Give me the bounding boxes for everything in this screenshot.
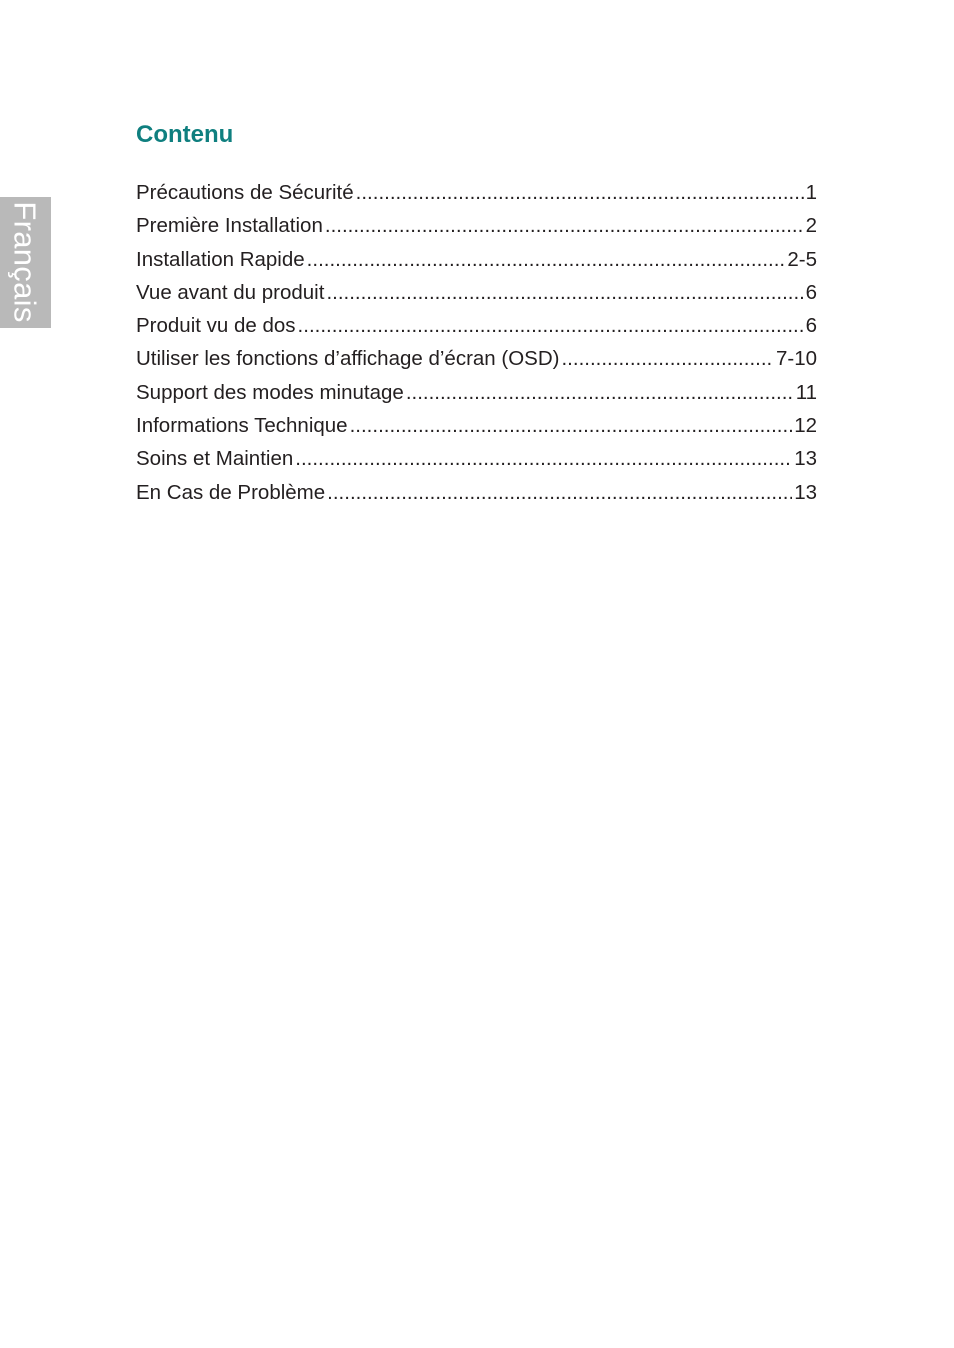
toc-dot-leader [295, 442, 792, 475]
toc-entry-label: Utiliser les fonctions d’affichage d’écran (OSD) [136, 347, 560, 371]
toc-dot-leader [350, 409, 793, 442]
toc-entry-technical-info[interactable] [136, 409, 817, 442]
toc-entry-page: 2-5 [787, 247, 817, 271]
toc-entry-quick-installation[interactable] [136, 243, 817, 276]
toc-dot-leader [406, 376, 794, 409]
toc-entry-label: Vue avant du produit [136, 280, 325, 304]
toc-entry-page: 2 [805, 214, 817, 238]
toc-entry-label: Produit vu de dos [136, 314, 296, 338]
toc-dot-leader [327, 476, 792, 509]
toc-entry-label: Soins et Maintien [136, 447, 294, 471]
toc-entry-page: 7-10 [775, 347, 817, 371]
toc-title: Contenu [136, 121, 234, 148]
toc-dot-leader [356, 176, 804, 209]
toc-entry-front-view[interactable] [136, 276, 817, 309]
toc-entry-timing-modes[interactable] [136, 376, 817, 409]
toc-dot-leader [325, 209, 804, 242]
toc-entry-label: Support des modes minutage [136, 380, 404, 404]
toc-entry-page: 13 [794, 480, 817, 504]
toc-entry-first-installation[interactable] [136, 209, 817, 242]
toc-entry-page: 12 [794, 414, 817, 438]
toc-entry-back-view[interactable] [136, 309, 817, 342]
toc-entry-troubleshooting[interactable] [136, 476, 817, 509]
toc-dot-leader [307, 243, 786, 276]
toc-entry-care-maintenance[interactable] [136, 442, 817, 475]
language-tab-label: Français [7, 201, 43, 323]
toc-entry-label: Informations Technique [136, 414, 348, 438]
toc-dot-leader [326, 276, 803, 309]
toc-entry-osd[interactable] [136, 342, 817, 375]
toc-entry-label: En Cas de Problème [136, 480, 326, 504]
toc-entry-label: Première Installation [136, 214, 323, 238]
toc-dot-leader [298, 309, 804, 342]
toc-entry-page: 11 [795, 380, 817, 404]
toc-entry-page: 1 [805, 181, 817, 204]
language-side-tab [0, 197, 51, 328]
toc-entry-safety[interactable] [136, 176, 817, 209]
toc-entry-label: Installation Rapide [136, 247, 305, 271]
table-of-contents [136, 176, 817, 509]
toc-entry-label: Précautions de Sécurité [136, 181, 354, 204]
toc-dot-leader [561, 342, 773, 375]
toc-entry-page: 6 [805, 314, 817, 338]
toc-entry-page: 13 [794, 447, 817, 471]
toc-entry-page: 6 [805, 280, 817, 304]
